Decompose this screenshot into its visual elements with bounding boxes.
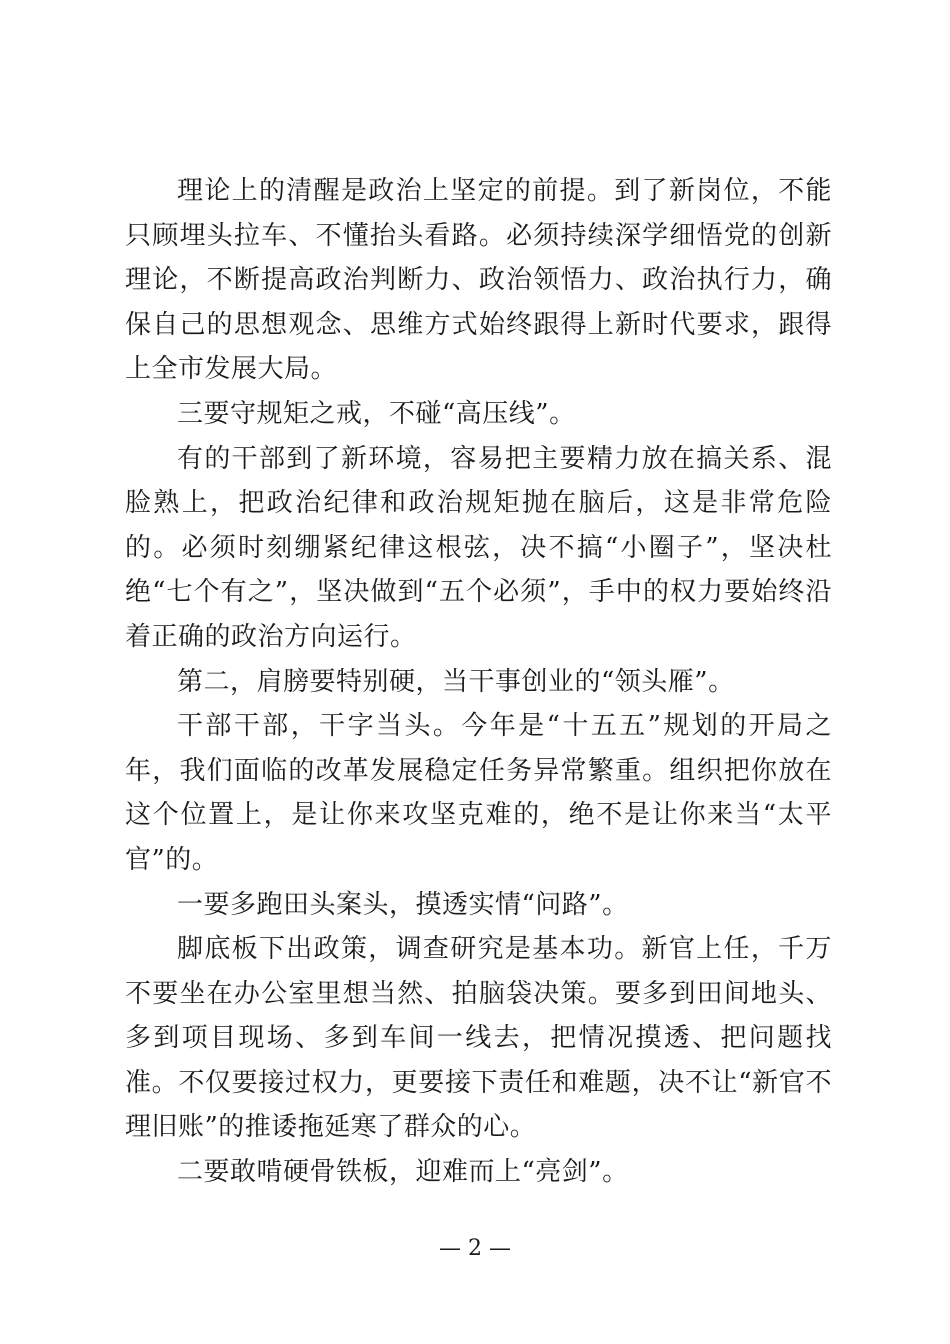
heading-tackle-difficulties: 二要敢啃硬骨铁板，迎难而上“亮剑”。	[177, 1157, 629, 1188]
paragraph-discipline: 有的干部到了新环境，容易把主要精力放在搞关系、混脸熟上，把政治纪律和政治规矩抛在脑后，这是非常危险的。必须时刻绷紧纪律这根弦，决不搞“小圈子”，坚决杜绝“七个有之”，坚决做到“五个必须”，手中的权力要始终沿着正确的政治方向运行。	[125, 443, 832, 652]
paragraph-research: 脚底板下出政策，调查研究是基本功。新官上任，千万不要坐在办公室里想当然、拍脑袋决策。要多到田间地头、多到项目现场、多到车间一线去，把情况摸透、把问题找准。不仅要接过权力，更要接下责任和难题，决不让“新官不理旧账”的推诿拖延寒了群众的心。	[125, 934, 832, 1143]
heading-rules: 三要守规矩之戒，不碰“高压线”。	[177, 398, 576, 429]
heading-field-research: 一要多跑田头案头，摸透实情“问路”。	[177, 889, 629, 920]
page-number: — 2 —	[439, 1236, 511, 1261]
paragraph-theory: 理论上的清醒是政治上坚定的前提。到了新岗位，不能只顾埋头拉车、不懂抬头看路。必须持续深学细悟党的创新理论，不断提高政治判断力、政治领悟力、政治执行力，确保自己的思想观念、思维方式始终跟得上新时代要求，跟得上全市发展大局。	[125, 176, 832, 385]
paragraph-cadre: 干部干部，干字当头。今年是“十五五”规划的开局之年，我们面临的改革发展稳定任务异常繁重。组织把你放在这个位置上，是让你来攻坚克难的，绝不是让你来当“太平官”的。	[125, 711, 832, 875]
heading-section-two: 第二，肩膀要特别硬，当干事创业的“领头雁”。	[177, 666, 735, 697]
body-text	[125, 169, 832, 1195]
